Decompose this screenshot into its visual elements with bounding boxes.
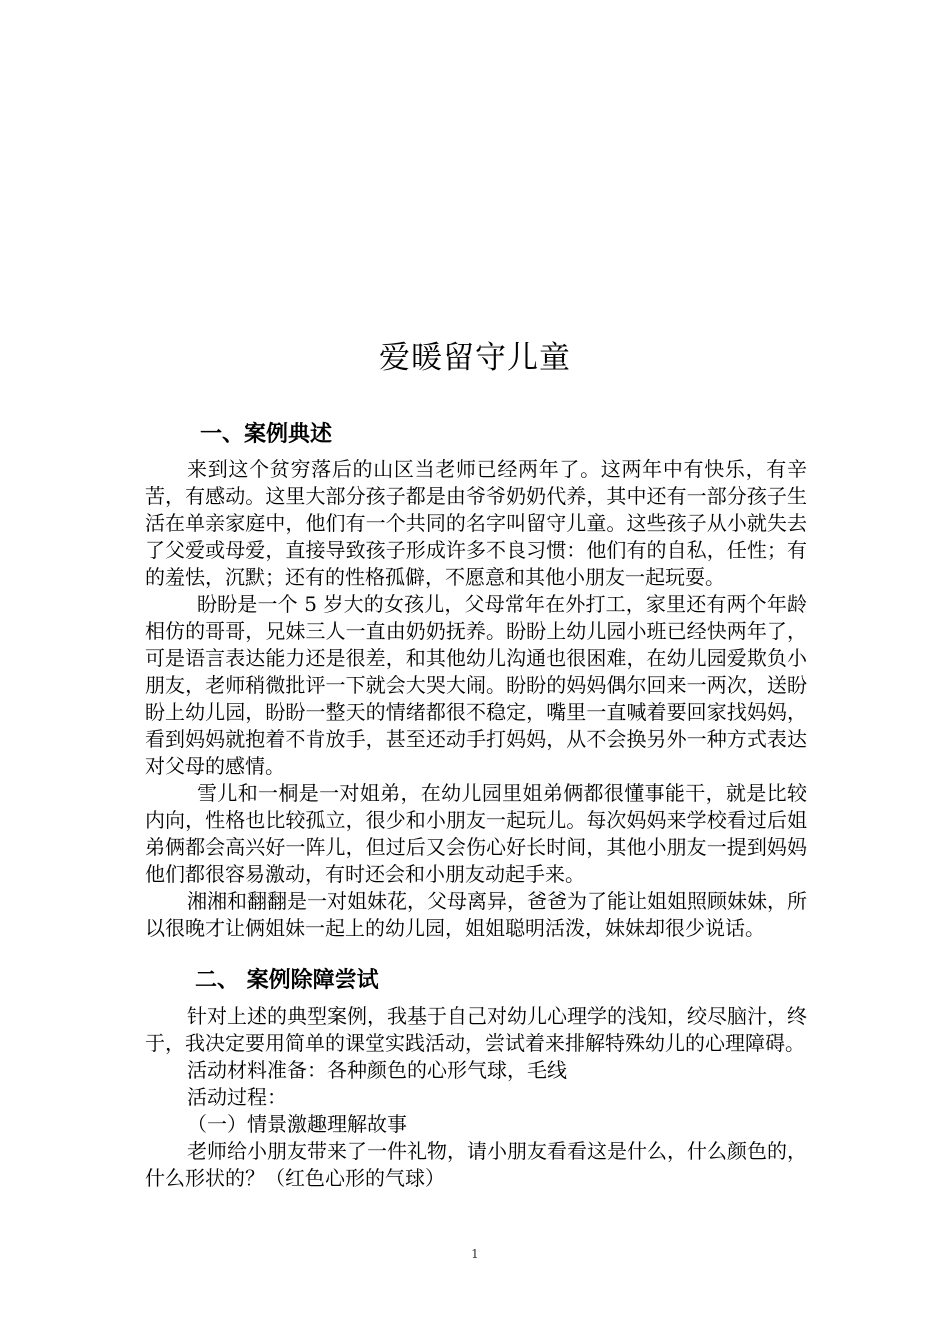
paragraph: 雪儿和一桐是一对姐弟，在幼儿园里姐弟俩都很懂事能干，就是比较内向，性格也比较孤立，很少和小朋友一起玩儿。每次妈妈来学校看过后姐弟俩都会高兴好一阵儿，但过后又会伤心好长时间，其他小朋友一提到妈妈他们都很容易激动，有时还会和小朋友动起手来。 [145, 781, 807, 886]
page-number: 1 [471, 1247, 479, 1261]
section-body-2 [145, 1003, 807, 1192]
paragraph: 针对上述的典型案例，我基于自己对幼儿心理学的浅知，绞尽脑汁，终于，我决定要用简单的课堂实践活动，尝试着来排解特殊幼儿的心理障碍。 [145, 1004, 807, 1055]
section-heading-2: 二、 案例除障尝试 [195, 968, 379, 993]
paragraph: 老师给小朋友带来了一件礼物，请小朋友看看这是什么，什么颜色的，什么形状的？（红色心形的气球） [145, 1139, 807, 1190]
paragraph: 湘湘和翻翻是一对姐妹花，父母离异，爸爸为了能让姐姐照顾妹妹，所以很晚才让俩姐妹一起上的幼儿园，姐姐聪明活泼，妹妹却很少说话。 [145, 889, 807, 940]
paragraph: 盼盼是一个 5 岁大的女孩儿，父母常年在外打工，家里还有两个年龄相仿的哥哥，兄妹三人一直由奶奶抚养。盼盼上幼儿园小班已经快两年了，可是语言表达能力还是很差，和其他幼儿沟通也很困难，在幼儿园爱欺负小朋友，老师稍微批评一下就会大哭大闹。盼盼的妈妈偶尔回来一两次，送盼盼上幼儿园，盼盼一整天的情绪都很不稳定，嘴里一直喊着要回家找妈妈，看到妈妈就抱着不肯放手，甚至还动手打妈妈，从不会换另外一种方式表达对父母的感情。 [145, 592, 807, 778]
document-title: 爱暖留守儿童 [379, 340, 571, 376]
section-heading-1: 一、案例典述 [200, 422, 333, 447]
section-body-1 [145, 456, 807, 942]
paragraph: 来到这个贫穷落后的山区当老师已经两年了。这两年中有快乐，有辛苦，有感动。这里大部分孩子都是由爷爷奶奶代养，其中还有一部分孩子生活在单亲家庭中，他们有一个共同的名字叫留守儿童。这些孩子从小就失去了父爱或母爱，直接导致孩子形成许多不良习惯：他们有的自私，任性；有的羞怯，沉默；还有的性格孤僻，不愿意和其他小朋友一起玩耍。 [145, 457, 807, 589]
paragraph: （一）情景激趣理解故事 [187, 1112, 407, 1136]
paragraph: 活动过程： [187, 1085, 287, 1109]
paragraph: 活动材料准备：各种颜色的心形气球，毛线 [187, 1058, 567, 1082]
